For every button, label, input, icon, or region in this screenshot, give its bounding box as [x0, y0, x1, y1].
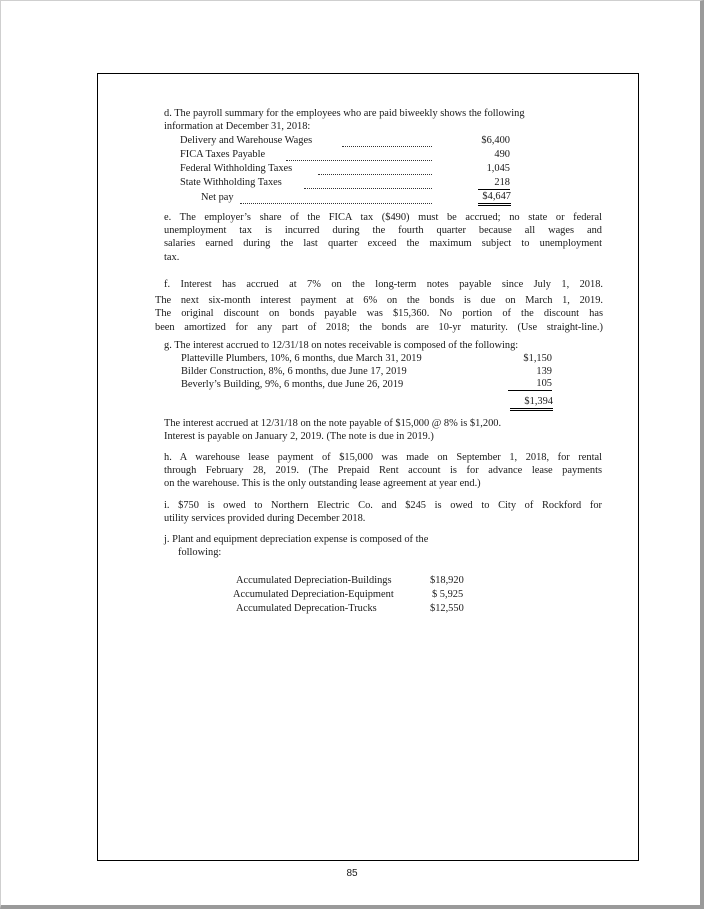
text-line: h. A warehouse lease payment of $15,000 was made on September 1, 2018, for rental	[164, 452, 602, 463]
text-line: The original discount on bonds payable was $15,360. No portion of the discount has	[155, 308, 603, 320]
item-g-intro: g. The interest accrued to 12/31/18 on notes receivable is composed of the following:	[164, 340, 519, 351]
item-j-line1: j. Plant and equipment depreciation expense is composed of the	[164, 534, 429, 545]
text-line: i. $750 is owed to Northern Electric Co. and $245 is owed to City of Rockford for	[164, 500, 602, 511]
leader-dots	[304, 187, 432, 189]
item-d-intro-line2: information at December 31, 2018:	[164, 121, 311, 132]
text-line: e. The employer’s share of the FICA tax ($490) must be accrued; no state or federal	[164, 212, 602, 223]
item-f-paragraph	[155, 278, 603, 334]
leader-dots	[286, 159, 432, 161]
receivable-amount: 105	[508, 377, 552, 391]
item-d-intro-line1: d. The payroll summary for the employees who are paid biweekly shows the following	[164, 108, 525, 119]
receivable-label: Beverly’s Building, 9%, 6 months, due June 26, 2019	[181, 379, 404, 390]
payroll-label: Delivery and Warehouse Wages	[180, 135, 313, 146]
text-line: on the warehouse. This is the only outstanding lease agreement at year end.)	[164, 478, 481, 490]
text-line: utility services provided during December 2018.	[164, 513, 366, 525]
text-line: unemployment tax is incurred during the fourth quarter because all wages and	[164, 225, 602, 237]
text-line: f. Interest has accrued at 7% on the long-term notes payable since July 1, 2018.	[164, 279, 603, 290]
item-e-paragraph	[164, 211, 602, 264]
text-line: tax.	[164, 251, 180, 263]
depreciation-label: Accumulated Depreciation-Equipment	[233, 589, 394, 600]
payroll-label: FICA Taxes Payable	[180, 149, 266, 160]
depreciation-label: Accumulated Deprecation-Trucks	[236, 603, 377, 614]
item-j-line2: following:	[178, 547, 222, 558]
receivable-amount: $1,150	[523, 353, 552, 364]
text-line: through February 28, 2019. (The Prepaid Rent account is for advance lease payments	[164, 465, 602, 477]
note-payable-line2: Interest is payable on January 2, 2019. (The note is due in 2019.)	[164, 431, 434, 442]
net-pay-amount: $4,647	[478, 191, 511, 206]
receivable-total: $1,394	[510, 396, 553, 411]
leader-dots	[342, 145, 432, 147]
receivable-label: Platteville Plumbers, 10%, 6 months, due March 31, 2019	[181, 353, 422, 364]
payroll-label: State Withholding Taxes	[180, 177, 282, 188]
text-line: salaries earned during the last quarter exceed the maximum subject to unemployment	[164, 238, 602, 250]
text-line: been amortized for any part of 2018; the bonds are 10-yr maturity. (Use straight-line.)	[155, 321, 603, 333]
receivable-amount: 139	[536, 366, 552, 377]
item-h-paragraph	[164, 451, 602, 491]
payroll-amount: $6,400	[481, 135, 510, 146]
depreciation-amount: $ 5,925	[432, 589, 464, 600]
payroll-amount: 490	[494, 149, 510, 160]
depreciation-label: Accumulated Depreciation-Buildings	[236, 575, 392, 586]
leader-dots	[318, 173, 432, 175]
item-i-paragraph	[164, 499, 602, 525]
payroll-label: Federal Withholding Taxes	[180, 163, 293, 174]
net-pay-label: Net pay	[201, 192, 234, 203]
receivable-label: Bilder Construction, 8%, 6 months, due June 17, 2019	[181, 366, 407, 377]
leader-dots	[240, 202, 432, 204]
depreciation-amount: $12,550	[430, 603, 464, 614]
payroll-amount: 218	[478, 176, 510, 190]
payroll-amount: 1,045	[486, 163, 510, 174]
note-payable-line1: The interest accrued at 12/31/18 on the note payable of $15,000 @ 8% is $1,200.	[164, 418, 502, 429]
text-line: The next six-month interest payment at 6% on the bonds is due on March 1, 2019.	[155, 295, 603, 307]
depreciation-amount: $18,920	[430, 575, 464, 586]
page-number: 85	[346, 868, 358, 879]
